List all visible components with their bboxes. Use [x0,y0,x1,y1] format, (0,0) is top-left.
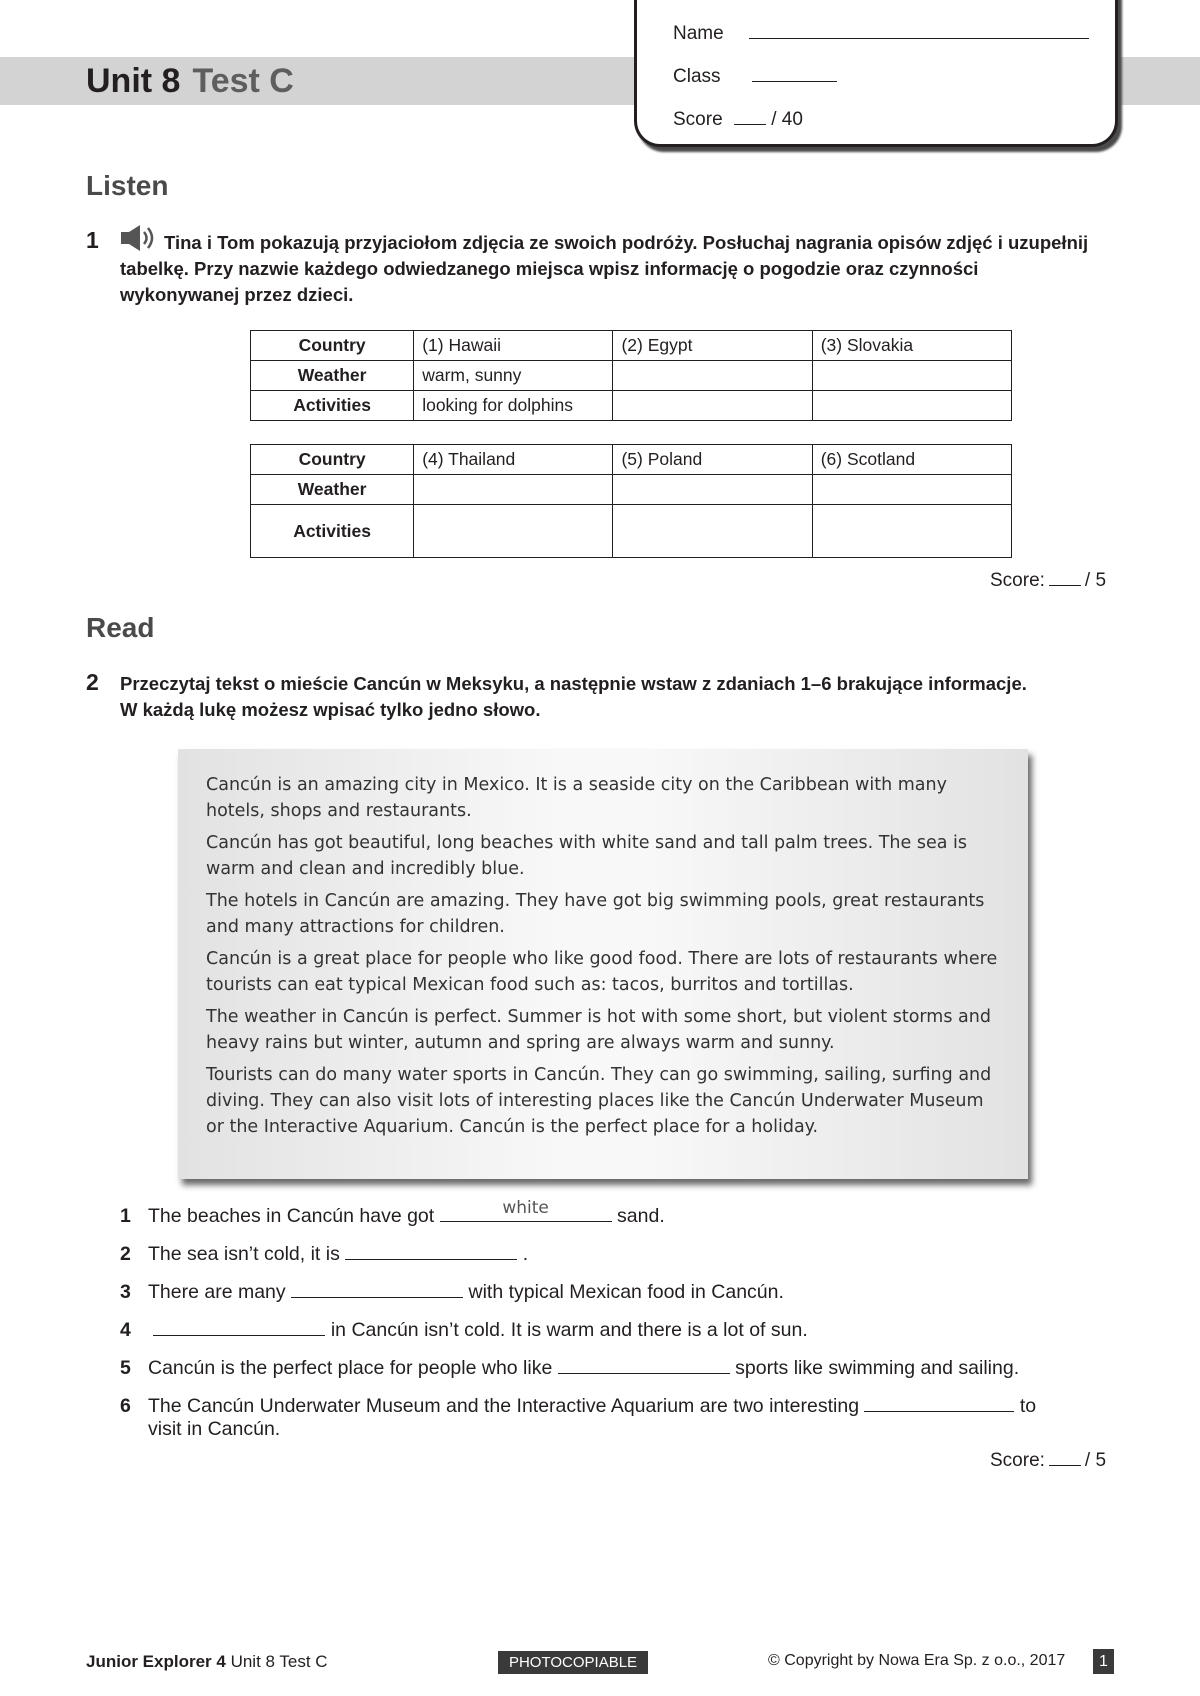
reading-paragraph: Cancún is a great place for people who like good food. There are lots of restaurants where tourists can eat typical Mexican food such as: tacos, burritos and tortillas. [206,949,998,995]
exercise-1-number: 1 [86,227,99,253]
row-header-activities: Activities [251,391,414,421]
answer-gap-4[interactable] [153,1314,325,1336]
score-field[interactable] [734,124,766,125]
cell-country-1: (1) Hawaii [414,331,613,361]
row-header-weather: Weather [251,361,414,391]
cell-country-4: (4) Thailand [414,445,613,475]
test-label: Test C [192,62,294,100]
score-label: Score [673,109,723,130]
sentence-text: Cancún is the perfect place for people who like [148,1357,553,1379]
reading-paragraph: Tourists can do many water sports in Cancún. They can go swimming, sailing, surfing and diving. They can also visit lots of interesting places like the Cancún Underwater Museum or the Interactive Aquarium. Cancún is the perfect place for a holiday. [206,1065,992,1137]
sentence-number: 6 [120,1395,131,1417]
row-header-weather: Weather [251,475,414,505]
cell-weather-3[interactable] [812,361,1011,391]
cell-country-3: (3) Slovakia [812,331,1011,361]
footer-unit-test: Unit 8 Test C [230,1652,328,1671]
answer-gap-1[interactable] [440,1200,612,1222]
example-answer: white [502,1198,549,1218]
sentence-4 [120,1314,808,1344]
answer-gap-3[interactable] [291,1276,463,1298]
score-label: Score: [990,1450,1045,1471]
row-header-activities: Activities [251,505,414,558]
sentence-6-continued: visit in Cancún. [148,1418,281,1440]
sentence-text: The Cancún Underwater Museum and the Interactive Aquarium are two interesting [148,1395,860,1417]
cell-weather-2[interactable] [613,361,812,391]
cell-weather-1[interactable]: warm, sunny [414,361,613,391]
cell-activities-6[interactable] [812,505,1011,558]
cell-activities-1[interactable]: looking for dolphins [414,391,613,421]
read-title: Read [86,612,155,643]
cell-weather-6[interactable] [812,475,1011,505]
class-label: Class [673,66,721,87]
row-header-country: Country [251,445,414,475]
score-total: / 5 [1084,1450,1107,1471]
score-total: / 5 [1084,570,1107,591]
score-row [673,109,803,131]
sentence-3 [120,1276,784,1306]
exercise-2-instruction: Przeczytaj tekst o mieście Cancún w Meksyku, a następnie wstaw z zdaniach 1–6 brakujące informacje. W każdą lukę możesz wpisać tylko jedno słowo. [120,673,1027,720]
score-label: Score: [990,570,1045,591]
score-blank[interactable] [1049,585,1081,586]
sentence-text: to [1019,1395,1037,1417]
class-row [673,66,837,88]
sentence-number: 5 [120,1357,131,1379]
footer-book-info [86,1652,328,1672]
cell-activities-2[interactable] [613,391,812,421]
sentence-text: in Cancún isn’t cold. It is warm and there is a lot of sun. [330,1319,808,1341]
sentence-number: 1 [120,1205,131,1227]
exercise-1-score [990,570,1106,592]
reading-paragraph: The hotels in Cancún are amazing. They have got big swimming pools, great restaurants and many attractions for children. [206,891,985,937]
answer-gap-5[interactable] [558,1352,730,1374]
cell-weather-5[interactable] [613,475,812,505]
exercise-2-number: 2 [86,669,99,695]
score-blank[interactable] [1049,1465,1081,1466]
cell-activities-3[interactable] [812,391,1011,421]
answer-gap-2[interactable] [345,1238,517,1260]
sentence-text: . [522,1243,529,1265]
page-title [86,59,294,103]
sentence-5 [120,1352,1019,1382]
listening-table-2 [250,444,1012,558]
student-info-box [634,0,1118,147]
sentence-number: 3 [120,1281,131,1303]
cell-country-6: (6) Scotland [812,445,1011,475]
row-header-country: Country [251,331,414,361]
reading-paragraph: The weather in Cancún is perfect. Summer is hot with some short, but violent storms and heavy rains but winter, autumn and spring are always warm and sunny. [206,1007,991,1053]
sentence-text: sand. [617,1205,665,1227]
page-number: 1 [1093,1649,1114,1674]
class-field[interactable] [752,81,837,82]
book-title: Junior Explorer 4 [86,1652,226,1671]
name-label: Name [673,23,724,44]
exercise-1-instruction: Tina i Tom pokazują przyjaciołom zdjęcia ze swoich podróży. Posłuchaj nagrania opisów zdjęć i uzupełnij tabelkę. Przy nazwie każdego odwiedzanego miejsca wpisz informację o pogodzie oraz czynności wykonywanej przez dzieci. [120,232,1089,305]
sentence-number: 4 [120,1319,131,1341]
listening-table-1 [250,330,1012,421]
cell-activities-4[interactable] [414,505,613,558]
photocopiable-badge: PHOTOCOPIABLE [498,1651,648,1674]
score-total: / 40 [771,109,803,130]
sentence-text: sports like swimming and sailing. [735,1357,1020,1379]
reading-paragraph: Cancún has got beautiful, long beaches with white sand and tall palm trees. The sea is warm and clean and incredibly blue. [206,833,968,879]
reading-text-box [178,749,1028,1179]
sentence-2 [120,1238,528,1268]
unit-label: Unit 8 [86,62,181,100]
reading-paragraph: Cancún is an amazing city in Mexico. It is a seaside city on the Caribbean with many hotels, shops and restaurants. [206,775,947,821]
sentence-number: 2 [120,1243,131,1265]
exercise-2-score [990,1450,1106,1472]
sentence-1 [120,1200,665,1230]
name-row [673,23,1089,45]
sentence-text: The beaches in Cancún have got [148,1205,435,1227]
sentence-text: The sea isn’t cold, it is [148,1243,340,1265]
cell-country-5: (5) Poland [613,445,812,475]
name-field[interactable] [749,38,1089,39]
listen-title: Listen [86,170,169,201]
sentence-text: There are many [148,1281,286,1303]
cell-country-2: (2) Egypt [613,331,812,361]
sentence-text: with typical Mexican food in Cancún. [468,1281,784,1303]
cell-activities-5[interactable] [613,505,812,558]
cell-weather-4[interactable] [414,475,613,505]
copyright-notice: © Copyright by Nowa Era Sp. z o.o., 2017 [768,1652,1066,1669]
answer-gap-6[interactable] [864,1390,1014,1412]
